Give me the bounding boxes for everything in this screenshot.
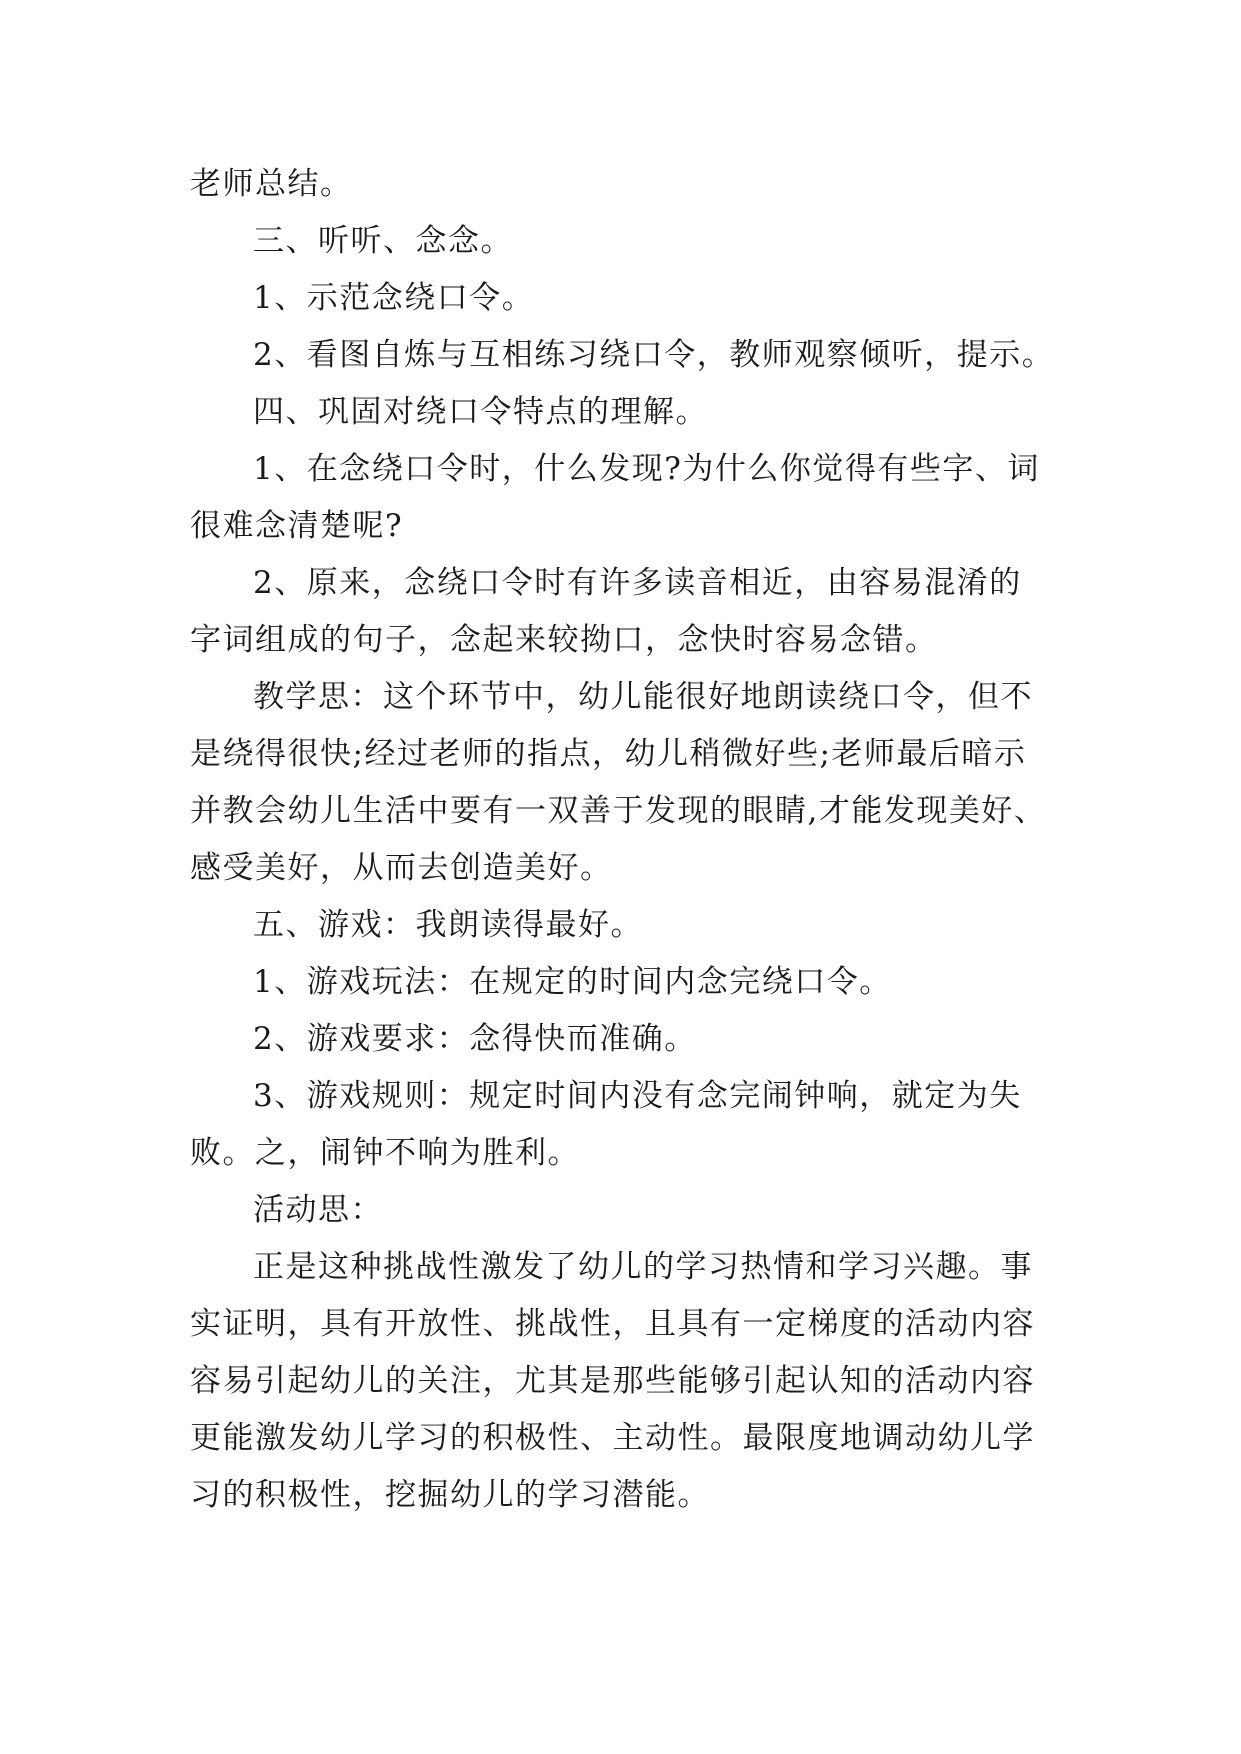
section-heading: 五、游戏：我朗读得最好。 [253, 907, 643, 943]
section-heading: 三、听听、念念。 [253, 223, 513, 259]
text-line: 习的积极性，挖掘幼儿的学习潜能。 [190, 1477, 710, 1513]
text-line: 实证明，具有开放性、挑战性，且具有一定梯度的活动内容 [190, 1306, 1035, 1342]
text-line: 老师总结。 [190, 166, 353, 202]
text-line: 很难念清楚呢? [190, 508, 404, 544]
text-line: 容易引起幼儿的关注，尤其是那些能够引起认知的活动内容 [190, 1363, 1035, 1399]
text-line: 教学思：这个环节中，幼儿能很好地朗读绕口令，但不 [253, 679, 1033, 715]
text-line: 2、游戏要求：念得快而准确。 [253, 1021, 697, 1057]
text-line: 2、看图自炼与互相练习绕口令，教师观察倾听，提示。 [253, 337, 1055, 373]
text-line: 败。之，闹钟不响为胜利。 [190, 1135, 580, 1171]
text-line: 2、原来，念绕口令时有许多读音相近，由容易混淆的 [253, 565, 1022, 601]
section-heading: 四、巩固对绕口令特点的理解。 [253, 394, 708, 430]
text-line: 3、游戏规则：规定时间内没有念完闹钟响，就定为失 [253, 1078, 1022, 1114]
text-line: 感受美好，从而去创造美好。 [190, 850, 613, 886]
text-line: 字词组成的句子，念起来较拗口，念快时容易念错。 [190, 622, 938, 658]
text-line: 是绕得很快;经过老师的指点，幼儿稍微好些;老师最后暗示 [190, 736, 1027, 772]
text-line: 并教会幼儿生活中要有一双善于发现的眼睛,才能发现美好、 [190, 793, 1047, 829]
text-line: 1、示范念绕口令。 [253, 280, 535, 316]
text-line: 1、在念绕口令时，什么发现?为什么你觉得有些字、词 [253, 451, 1040, 487]
section-heading: 活动思： [253, 1192, 383, 1228]
text-line: 正是这种挑战性激发了幼儿的学习热情和学习兴趣。事 [253, 1249, 1033, 1285]
text-line: 更能激发幼儿学习的积极性、主动性。最限度地调动幼儿学 [190, 1420, 1035, 1456]
text-line: 1、游戏玩法：在规定的时间内念完绕口令。 [253, 964, 892, 1000]
